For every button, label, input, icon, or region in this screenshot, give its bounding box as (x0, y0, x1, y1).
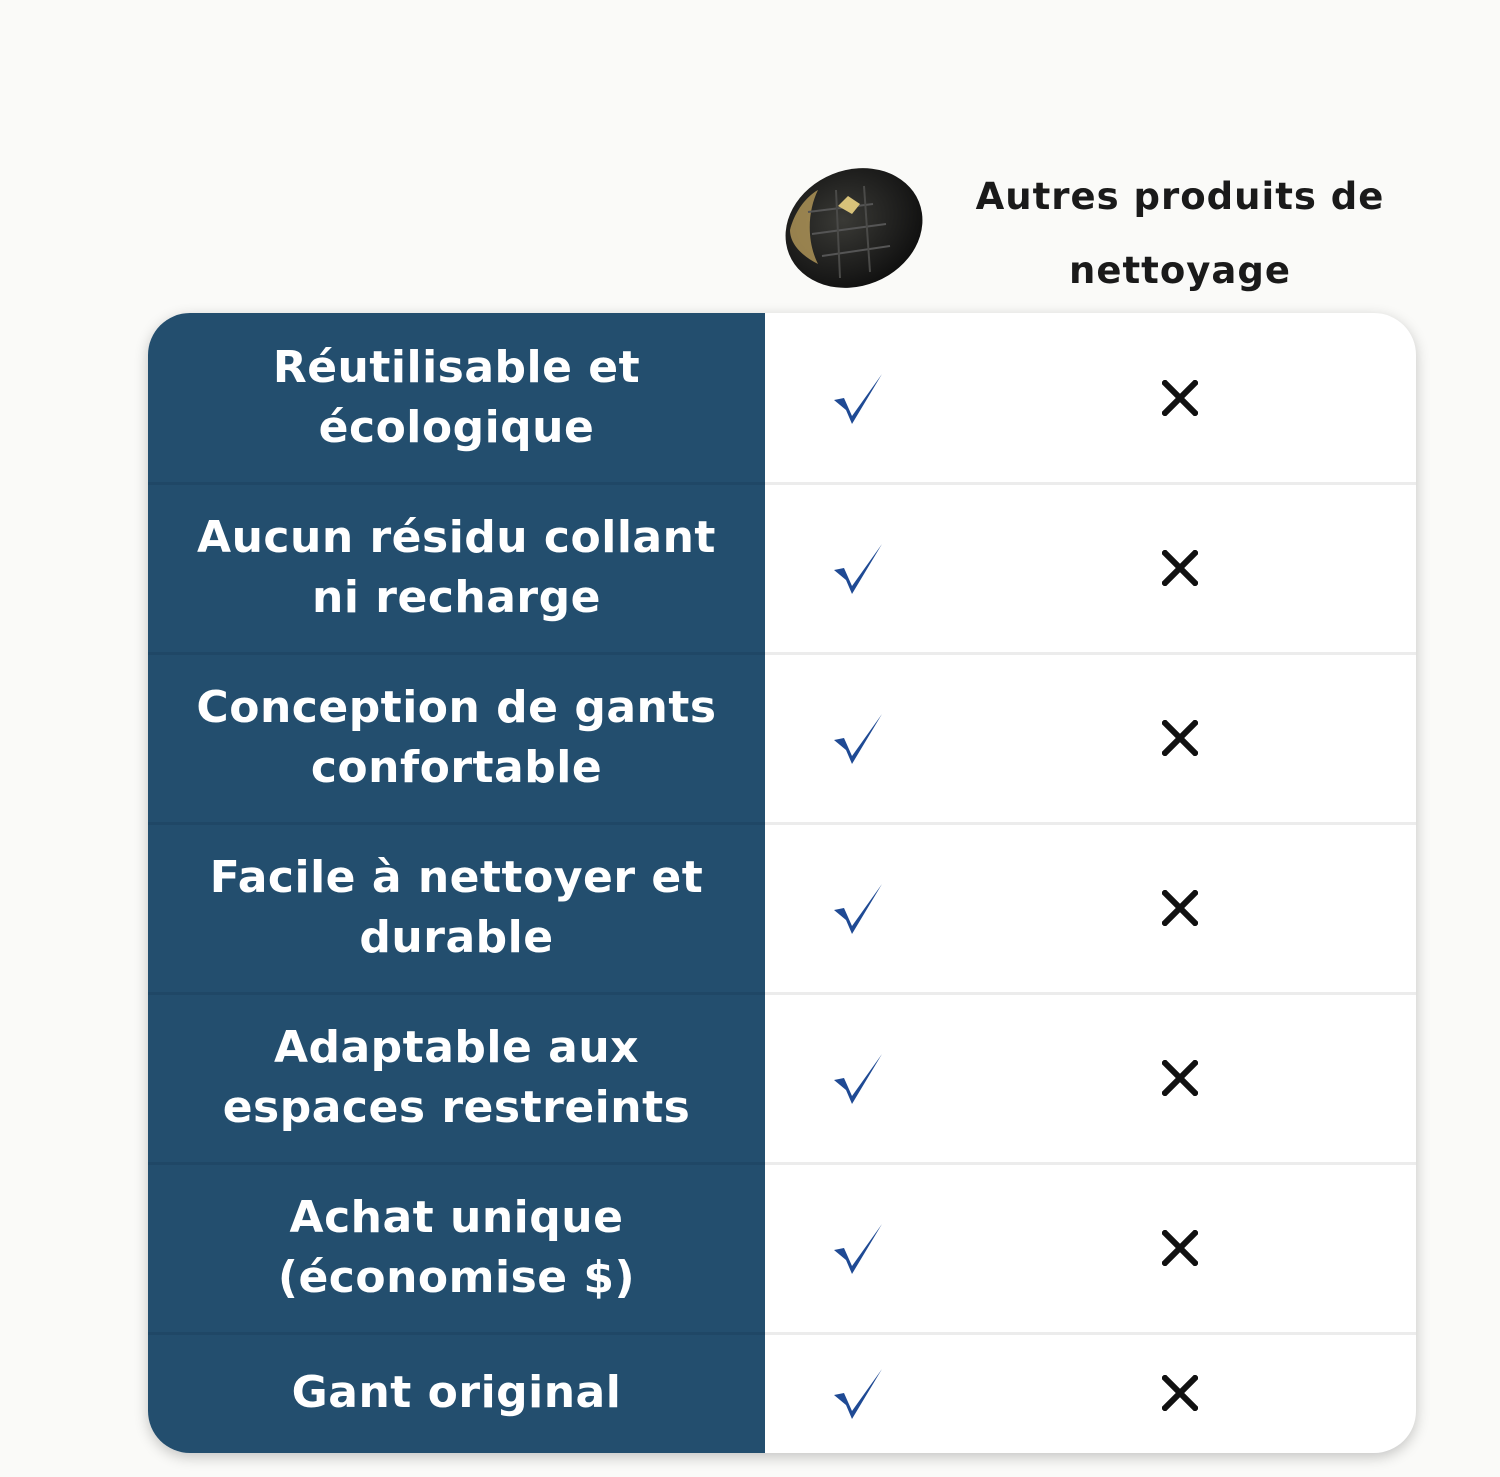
check-icon (832, 1367, 884, 1421)
feature-label (148, 313, 765, 483)
check-icon (832, 542, 884, 596)
feature-label-line2: (économise $) (277, 1252, 636, 1303)
cross-icon (1162, 1060, 1198, 1096)
feature-label (148, 653, 765, 823)
feature-label-line1: Adaptable aux (273, 1022, 640, 1073)
table-row (148, 823, 1416, 993)
check-icon (832, 712, 884, 766)
comparison-table (148, 313, 1416, 1453)
feature-label-line1: Achat unique (289, 1192, 624, 1243)
other-products-header-line1: Autres produits de (975, 175, 1385, 218)
table-row (148, 313, 1416, 483)
check-icon (832, 1052, 884, 1106)
feature-label-line2: écologique (318, 402, 595, 453)
feature-label-line1: Facile à nettoyer et (209, 852, 704, 903)
feature-label-line2: ni recharge (312, 572, 601, 623)
cross-icon (1162, 550, 1198, 586)
cross-icon (1162, 890, 1198, 926)
table-row (148, 653, 1416, 823)
feature-label (148, 1163, 765, 1333)
cross-icon (1162, 380, 1198, 416)
feature-label-line1: Aucun résidu collant (197, 512, 716, 563)
other-products-header (960, 160, 1400, 308)
check-icon (832, 1222, 884, 1276)
cross-icon (1162, 1230, 1198, 1266)
feature-label (148, 483, 765, 653)
check-icon (832, 372, 884, 426)
feature-label-line1: Réutilisable et (272, 342, 641, 393)
feature-label (148, 823, 765, 993)
feature-label (148, 1333, 765, 1453)
other-products-header-line2: nettoyage (1069, 249, 1291, 292)
feature-label-line1: Gant original (291, 1367, 622, 1418)
feature-label-line2: confortable (310, 742, 603, 793)
product-image (778, 160, 930, 292)
check-icon (832, 882, 884, 936)
cross-icon (1162, 720, 1198, 756)
table-row (148, 993, 1416, 1163)
feature-label-line2: espaces restreints (222, 1082, 691, 1133)
table-row (148, 1163, 1416, 1333)
table-row (148, 1333, 1416, 1453)
table-row (148, 483, 1416, 653)
feature-label-line2: durable (359, 912, 554, 963)
feature-label-line1: Conception de gants (196, 682, 717, 733)
feature-label (148, 993, 765, 1163)
cross-icon (1162, 1375, 1198, 1411)
